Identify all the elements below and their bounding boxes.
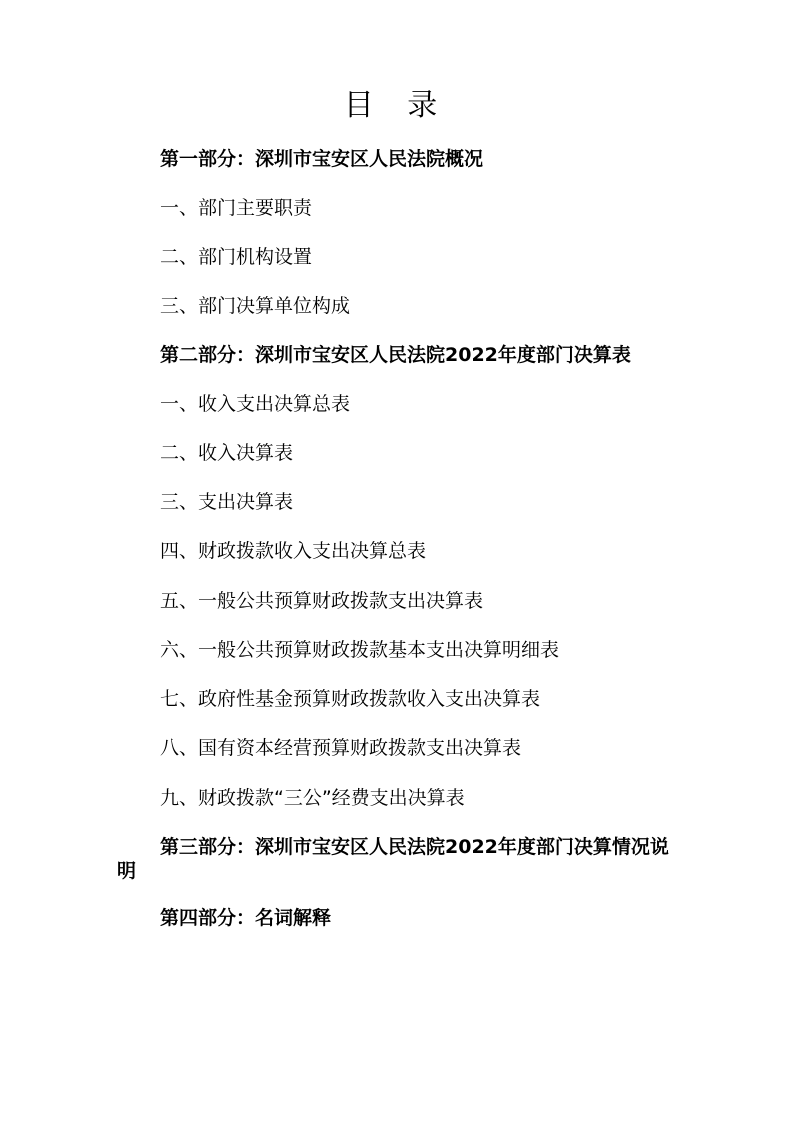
- toc-item: 四、财政拨款收入支出决算总表: [160, 540, 427, 562]
- toc-title: 目 录: [343, 88, 450, 123]
- toc-item: 六、一般公共预算财政拨款基本支出决算明细表: [160, 639, 560, 661]
- toc-item: 五、一般公共预算财政拨款支出决算表: [160, 590, 484, 612]
- toc-item: 七、政府性基金预算财政拨款收入支出决算表: [160, 688, 541, 710]
- toc-part-1: 第一部分：深圳市宝安区人民法院概况: [160, 148, 484, 170]
- toc-item: 一、收入支出决算总表: [160, 393, 351, 415]
- toc-item: 一、部门主要职责: [160, 197, 313, 219]
- toc-item: 八、国有资本经营预算财政拨款支出决算表: [160, 737, 522, 759]
- toc-item: 二、部门机构设置: [160, 246, 313, 268]
- toc-item: 九、财政拨款“三公”经费支出决算表: [160, 787, 465, 809]
- toc-item: 二、收入决算表: [160, 442, 294, 464]
- toc-part-2: 第二部分：深圳市宝安区人民法院2022年度部门决算表: [160, 344, 631, 366]
- toc-part-3: 第三部分：深圳市宝安区人民法院2022年度部门决算情况说明: [117, 836, 669, 882]
- toc-item: 三、支出决算表: [160, 491, 294, 513]
- toc-part-4: 第四部分：名词解释: [160, 907, 332, 929]
- toc-item: 三、部门决算单位构成: [160, 295, 351, 317]
